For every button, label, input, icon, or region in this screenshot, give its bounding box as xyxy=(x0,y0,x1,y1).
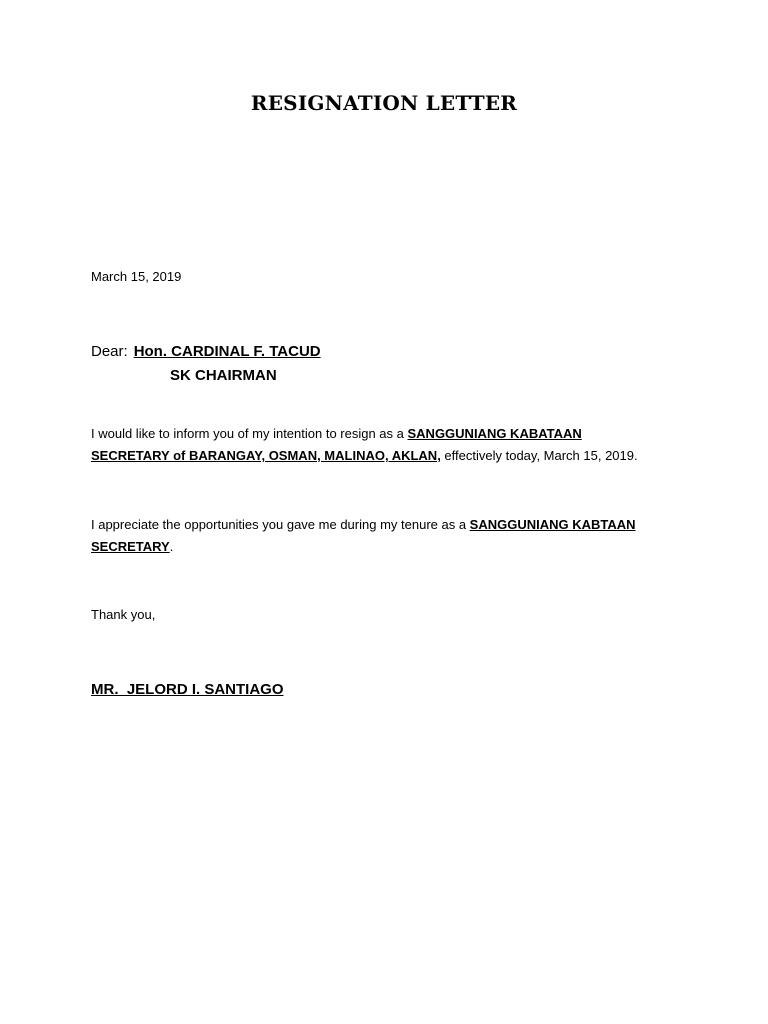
paragraph2-lead: I appreciate the opportunities you gave me during my tenure as a xyxy=(91,517,470,532)
paragraph2-tail: . xyxy=(169,539,174,554)
recipient-name: Hon. CARDINAL F. TACUD xyxy=(133,343,321,360)
body-paragraph-appreciation xyxy=(91,514,691,558)
paragraph2-position-line2: SECRETARY xyxy=(91,539,170,554)
recipient-title: SK CHAIRMAN xyxy=(170,367,277,384)
paragraph1-lead: I would like to inform you of my intention to resign as a xyxy=(91,426,408,441)
paragraph2-position-line1: SANGGUNIANG KABTAAN xyxy=(469,517,636,532)
letter-title: RESIGNATION LETTER xyxy=(250,91,518,115)
letter-date: March 15, 2019 xyxy=(91,269,182,284)
paragraph1-position-line1: SANGGUNIANG KABATAAN xyxy=(407,426,582,441)
signature-name: MR. JELORD I. SANTIAGO xyxy=(91,681,284,698)
paragraph1-tail: effectively today, March 15, 2019. xyxy=(440,448,638,463)
body-paragraph-resignation xyxy=(91,423,691,467)
salutation-label: Dear: xyxy=(91,343,128,360)
paragraph1-position-line2: SECRETARY of BARANGAY, OSMAN, MALINAO, AKLAN, xyxy=(91,448,441,463)
closing-line: Thank you, xyxy=(91,607,156,622)
salutation-line xyxy=(91,343,321,360)
